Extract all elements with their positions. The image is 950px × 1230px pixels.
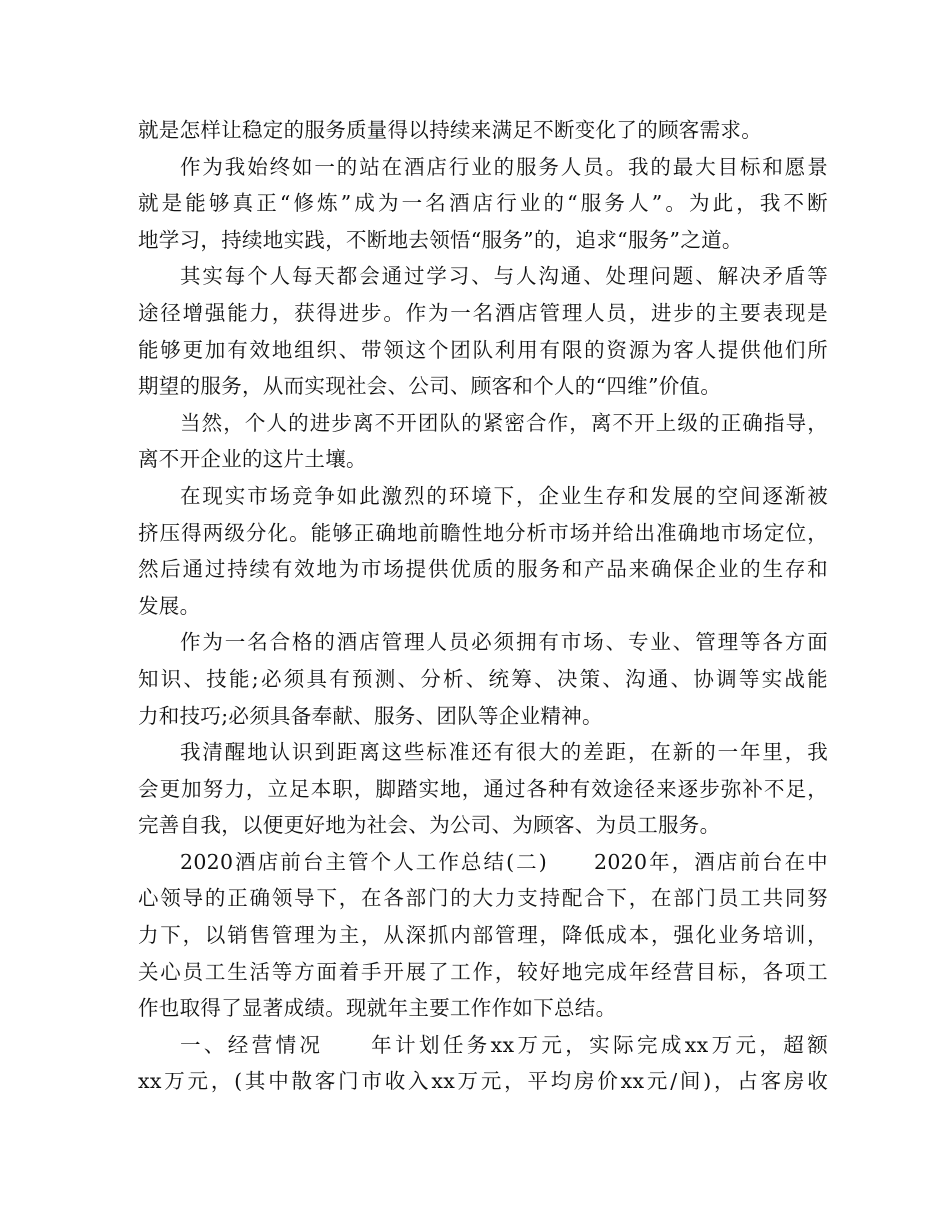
text-line: 挤压得两级分化。能够正确地前瞻性地分析市场并给出准确地市场定位， bbox=[138, 520, 828, 545]
text-line: 作也取得了显著成绩。现就年主要工作作如下总结。 bbox=[138, 996, 617, 1021]
text-line: 途径增强能力，获得进步。作为一名酒店管理人员，进步的主要表现是 bbox=[138, 300, 828, 325]
text-line: 心领导的正确领导下，在各部门的大力支持配合下，在部门员工共同努 bbox=[138, 886, 828, 911]
text-line: 在现实市场竞争如此激烈的环境下，企业生存和发展的空间逐渐被 bbox=[180, 483, 828, 508]
text-line: xx万元，(其中散客门市收入xx万元，平均房价xx元/间)，占客房收 bbox=[138, 1069, 828, 1094]
text-line: 力和技巧;必须具备奉献、服务、团队等企业精神。 bbox=[138, 703, 603, 728]
text-line: 就是能够真正“修炼”成为一名酒店行业的“服务人”。为此，我不断 bbox=[138, 191, 828, 216]
text-line: 离不开企业的这片土壤。 bbox=[138, 447, 367, 472]
text-line: 然后通过持续有效地为市场提供优质的服务和产品来确保企业的生存和 bbox=[138, 557, 828, 582]
text-line: 能够更加有效地组织、带领这个团队利用有限的资源为客人提供他们所 bbox=[138, 337, 828, 362]
document-body bbox=[138, 112, 828, 1100]
text-line: 就是怎样让稳定的服务质量得以持续来满足不断变化了的顾客需求。 bbox=[138, 118, 762, 142]
text-line: 会更加努力，立足本职，脚踏实地，通过各种有效途径来逐步弥补不足， bbox=[138, 776, 828, 801]
text-line: 我清醒地认识到距离这些标准还有很大的差距，在新的一年里，我 bbox=[180, 740, 828, 765]
text-line: 地学习，持续地实践，不断地去领悟“服务”的，追求“服务”之道。 bbox=[138, 227, 743, 252]
text-line: 作为一名合格的酒店管理人员必须拥有市场、专业、管理等各方面 bbox=[180, 630, 828, 655]
text-line: 完善自我，以便更好地为社会、为公司、为顾客、为员工服务。 bbox=[138, 813, 721, 838]
text-line: 一、经营情况 年计划任务xx万元，实际完成xx万元，超额 bbox=[180, 1032, 828, 1057]
text-line: 作为我始终如一的站在酒店行业的服务人员。我的最大目标和愿景 bbox=[180, 154, 828, 179]
text-line: 2020酒店前台主管个人工作总结(二) 2020年，酒店前台在中 bbox=[180, 849, 828, 874]
text-line: 其实每个人每天都会通过学习、与人沟通、处理问题、解决矛盾等 bbox=[180, 264, 828, 289]
text-line: 发展。 bbox=[138, 593, 201, 618]
text-line: 知识、技能;必须具有预测、分析、统筹、决策、沟通、协调等实战能 bbox=[138, 666, 828, 691]
text-line: 当然，个人的进步离不开团队的紧密合作，离不开上级的正确指导， bbox=[180, 410, 828, 435]
text-line: 力下，以销售管理为主，从深抓内部管理，降低成本，强化业务培训， bbox=[138, 923, 828, 948]
text-line: 期望的服务，从而实现社会、公司、顾客和个人的“四维”价值。 bbox=[138, 374, 722, 399]
text-line: 关心员工生活等方面着手开展了工作，较好地完成年经营目标，各项工 bbox=[138, 959, 828, 984]
